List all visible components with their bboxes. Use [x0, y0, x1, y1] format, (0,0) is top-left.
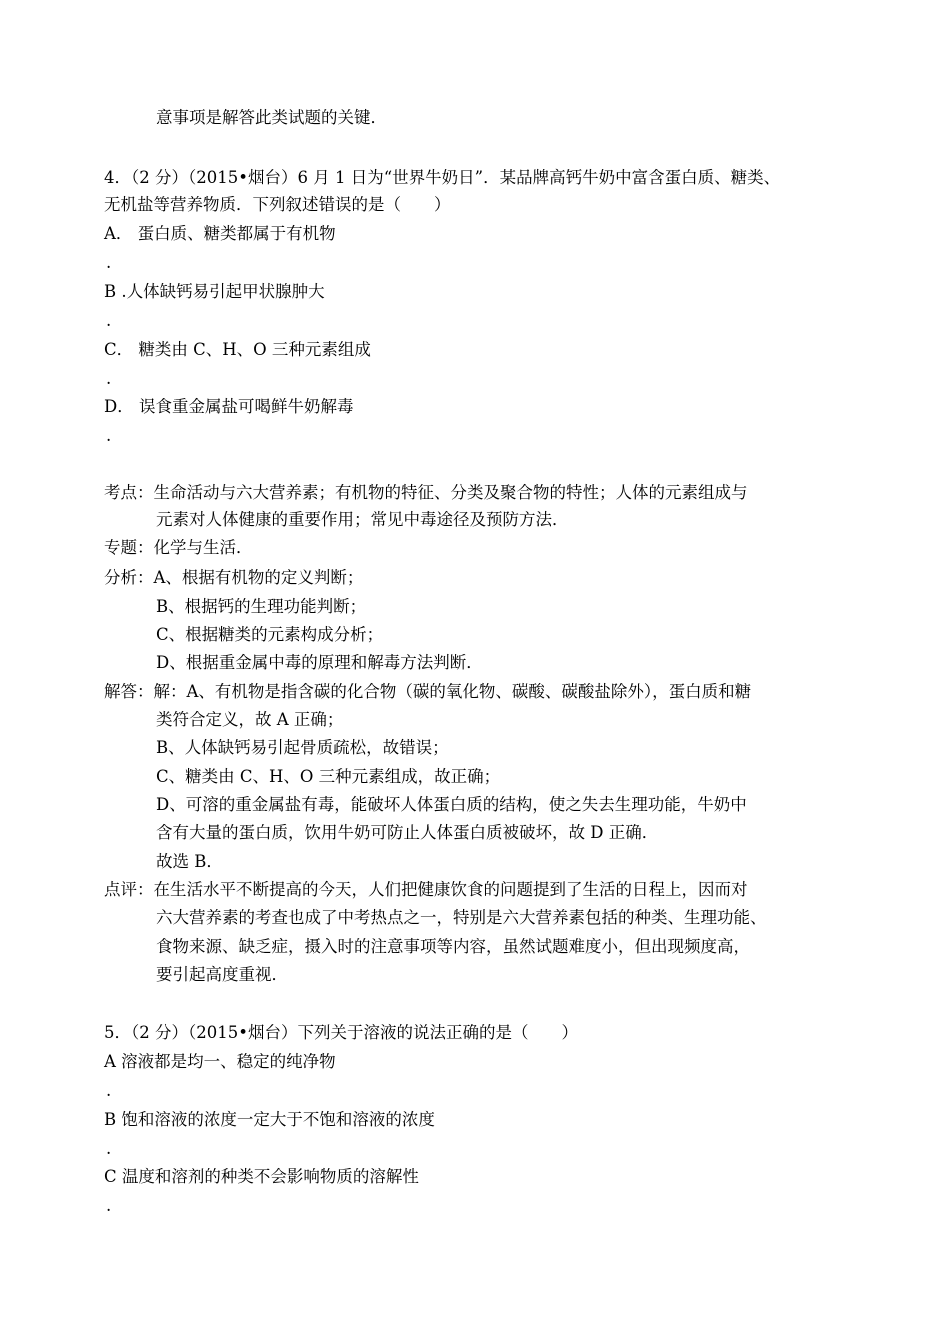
q4-kaodian-line-2: 元素对人体健康的重要作用；常见中毒途径及预防方法． — [156, 510, 569, 529]
q4-dianping-line-1: 点评：在生活水平不断提高的今天，人们把健康饮食的问题提到了生活的日程上，因而对 — [104, 880, 748, 899]
q5-option-c-dot: . — [106, 1196, 112, 1215]
q4-jieda-line-2: 类符合定义，故 A 正确； — [156, 710, 344, 729]
q4-fenxi-line-4: D、根据重金属中毒的原理和解毒方法判断． — [156, 653, 483, 672]
q4-dianping-line-4: 要引起高度重视． — [156, 965, 288, 984]
q4-kaodian-line-1: 考点：生命活动与六大营养素；有机物的特征、分类及聚合物的特性；人体的元素组成与 — [104, 483, 748, 502]
q4-zhuanti: 专题：化学与生活． — [104, 538, 253, 557]
q4-option-a-dot: . — [106, 253, 112, 272]
previous-answer-tail: 意事项是解答此类试题的关键． — [156, 108, 387, 127]
q4-dianping-line-3: 食物来源、缺乏症，摄入时的注意事项等内容，虽然试题难度小，但出现频度高， — [156, 937, 750, 956]
q4-fenxi-line-1: 分析：A、根据有机物的定义判断； — [104, 568, 364, 587]
q5-option-a-dot: . — [106, 1081, 112, 1100]
q4-option-b: B .人体缺钙易引起甲状腺肿大 — [104, 282, 325, 301]
q5-option-b: B 饱和溶液的浓度一定大于不饱和溶液的浓度 — [104, 1110, 435, 1129]
q4-dianping-line-2: 六大营养素的考查也成了中考热点之一，特别是六大营养素包括的种类、生理功能、 — [156, 908, 767, 927]
q4-option-a: A． 蛋白质、糖类都属于有机物 — [104, 224, 336, 243]
q4-option-b-dot: . — [106, 311, 112, 330]
q4-jieda-line-3: B、人体缺钙易引起骨质疏松，故错误； — [156, 738, 449, 757]
q4-fenxi-line-2: B、根据钙的生理功能判断； — [156, 597, 367, 616]
q4-stem-line-2: 无机盐等营养物质．下列叙述错误的是（ ） — [104, 195, 451, 214]
q5-option-c: C 温度和溶剂的种类不会影响物质的溶解性 — [104, 1167, 419, 1186]
q4-option-c: C． 糖类由 C、H、O 三种元素组成 — [104, 340, 371, 359]
q4-option-d: D． 误食重金属盐可喝鲜牛奶解毒 — [104, 397, 354, 416]
q4-jieda-line-1: 解答：解：A、有机物是指含碳的化合物（碳的氧化物、碳酸、碳酸盐除外），蛋白质和糖 — [104, 682, 752, 701]
q4-fenxi-line-3: C、根据糖类的元素构成分析； — [156, 625, 384, 644]
q4-jieda-line-4: C、糖类由 C、H、O 三种元素组成，故正确； — [156, 767, 501, 786]
q4-option-d-dot: . — [106, 426, 112, 445]
q4-jieda-line-5: D、可溶的重金属盐有毒，能破坏人体蛋白质的结构，使之失去生理功能，牛奶中 — [156, 795, 747, 814]
q4-jieda-line-7: 故选 B． — [156, 852, 223, 871]
q4-jieda-line-6: 含有大量的蛋白质，饮用牛奶可防止人体蛋白质被破坏，故 D 正确． — [156, 823, 659, 842]
q5-option-a: A 溶液都是均一、稳定的纯净物 — [104, 1052, 336, 1071]
q5-stem: 5．（2 分）（2015•烟台）下列关于溶液的说法正确的是（ ） — [104, 1023, 578, 1042]
q4-option-c-dot: . — [106, 369, 112, 388]
q5-option-b-dot: . — [106, 1139, 112, 1158]
q4-stem-line-1: 4．（2 分）（2015•烟台）6 月 1 日为“世界牛奶日”．某品牌高钙牛奶中富含蛋白质、糖类、 — [104, 168, 781, 187]
